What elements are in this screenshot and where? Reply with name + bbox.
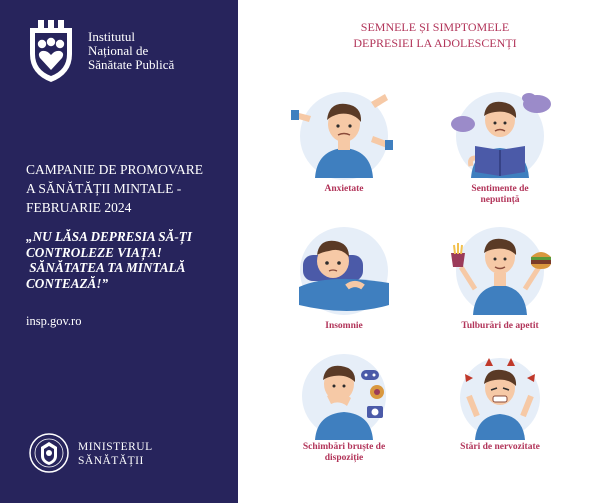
quote-line: SĂNĂTATEA TA MINTALĂ (26, 260, 186, 275)
institute-line: Institutul (88, 29, 135, 44)
campaign-quote (26, 229, 238, 291)
symptom-label (440, 184, 560, 206)
symptom-card-anxiety (284, 88, 404, 195)
symptom-card-mood-swings (284, 352, 404, 464)
symptom-label-line: Schimbări bruște de (302, 442, 386, 452)
symptom-card-insomnia (284, 225, 404, 332)
campaign-line: FEBRUARIE 2024 (26, 200, 132, 215)
quote-line: CONTEAZĂ!” (26, 275, 109, 291)
symptom-label-line: Insomnie (325, 321, 363, 331)
quote-line: „NU LĂSA DEPRESIA SĂ-ȚI (26, 229, 192, 244)
institute-line: Sănătate Publică (88, 57, 175, 72)
ministry-line: MINISTERUL (78, 441, 153, 453)
quote-line: CONTROLEZE VIAȚA! (26, 244, 162, 260)
mood-swings-icon (289, 352, 399, 440)
ministry-line: SĂNĂTĂȚII (78, 455, 144, 467)
symptom-label (440, 442, 560, 453)
symptom-card-helplessness (440, 88, 560, 206)
title-line: SEMNELE ȘI SIMPTOMELE (360, 20, 510, 34)
ministry-name (78, 440, 153, 468)
anxiety-icon (289, 88, 399, 182)
website-link[interactable]: insp.gov.ro (26, 314, 82, 328)
symptom-label (440, 321, 560, 332)
symptom-label-line: neputință (480, 195, 520, 205)
campaign-line: A SĂNĂTĂȚII MINTALE - (26, 181, 182, 196)
symptom-label (284, 184, 404, 195)
symptom-label-line: Sentimente de (471, 184, 529, 194)
appetite-icon (445, 225, 555, 319)
symptom-label-line: Stări de nervozitate (460, 442, 540, 452)
helplessness-icon (445, 88, 555, 182)
title-line: DEPRESIEI LA ADOLESCENȚI (353, 36, 517, 50)
infographic-title (330, 19, 540, 51)
campaign-line: CAMPANIE DE PROMOVARE (26, 162, 204, 177)
institute-name (88, 30, 174, 72)
symptom-label-line: Anxietate (324, 184, 364, 194)
symptom-card-nervousness (440, 352, 560, 453)
insp-logo-icon (26, 18, 76, 84)
institute-line: Național de (88, 43, 149, 58)
symptom-card-appetite (440, 225, 560, 332)
symptom-label-line: dispoziție (324, 453, 364, 463)
campaign-title (26, 160, 236, 217)
symptom-label (284, 321, 404, 332)
symptom-label (284, 442, 404, 464)
nervousness-icon (445, 352, 555, 440)
insomnia-icon (289, 225, 399, 319)
symptom-label-line: Tulburări de apetit (461, 321, 539, 331)
left-panel (0, 0, 238, 503)
ministry-crest-icon (28, 432, 70, 474)
